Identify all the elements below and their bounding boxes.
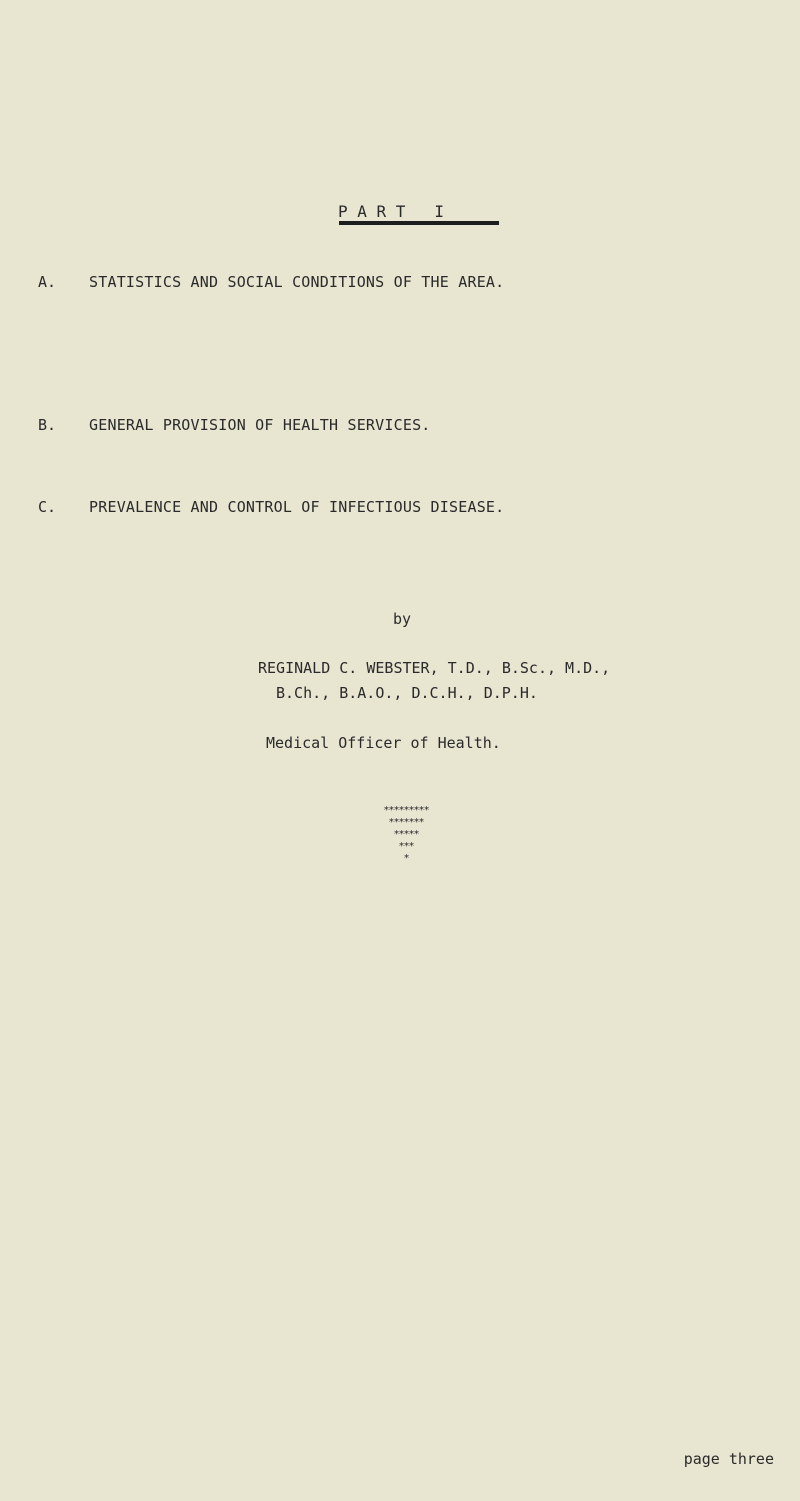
author-qualifications-line: B.Ch., B.A.O., D.C.H., D.P.H. (276, 684, 538, 702)
by-label: by (393, 610, 412, 628)
author-name-line: REGINALD C. WEBSTER, T.D., B.Sc., M.D., (258, 659, 611, 677)
author-role: Medical Officer of Health. (266, 734, 501, 752)
star-row: *** (398, 841, 414, 852)
page-number-label: page three (683, 1450, 774, 1468)
section-letter: B. (38, 416, 57, 434)
part-heading: P A R T I (338, 202, 444, 221)
section-title: PREVALENCE AND CONTROL OF INFECTIOUS DISEASE. (89, 498, 505, 516)
section-letter: C. (38, 498, 57, 516)
section-title: GENERAL PROVISION OF HEALTH SERVICES. (89, 416, 431, 434)
section-title: STATISTICS AND SOCIAL CONDITIONS OF THE AREA. (89, 273, 505, 291)
star-row: * (403, 853, 409, 864)
section-letter: A. (38, 273, 57, 291)
star-row: ********* (383, 805, 429, 816)
star-row: ******* (388, 817, 424, 828)
star-row: ***** (393, 829, 419, 840)
part-heading-underline (339, 221, 499, 225)
